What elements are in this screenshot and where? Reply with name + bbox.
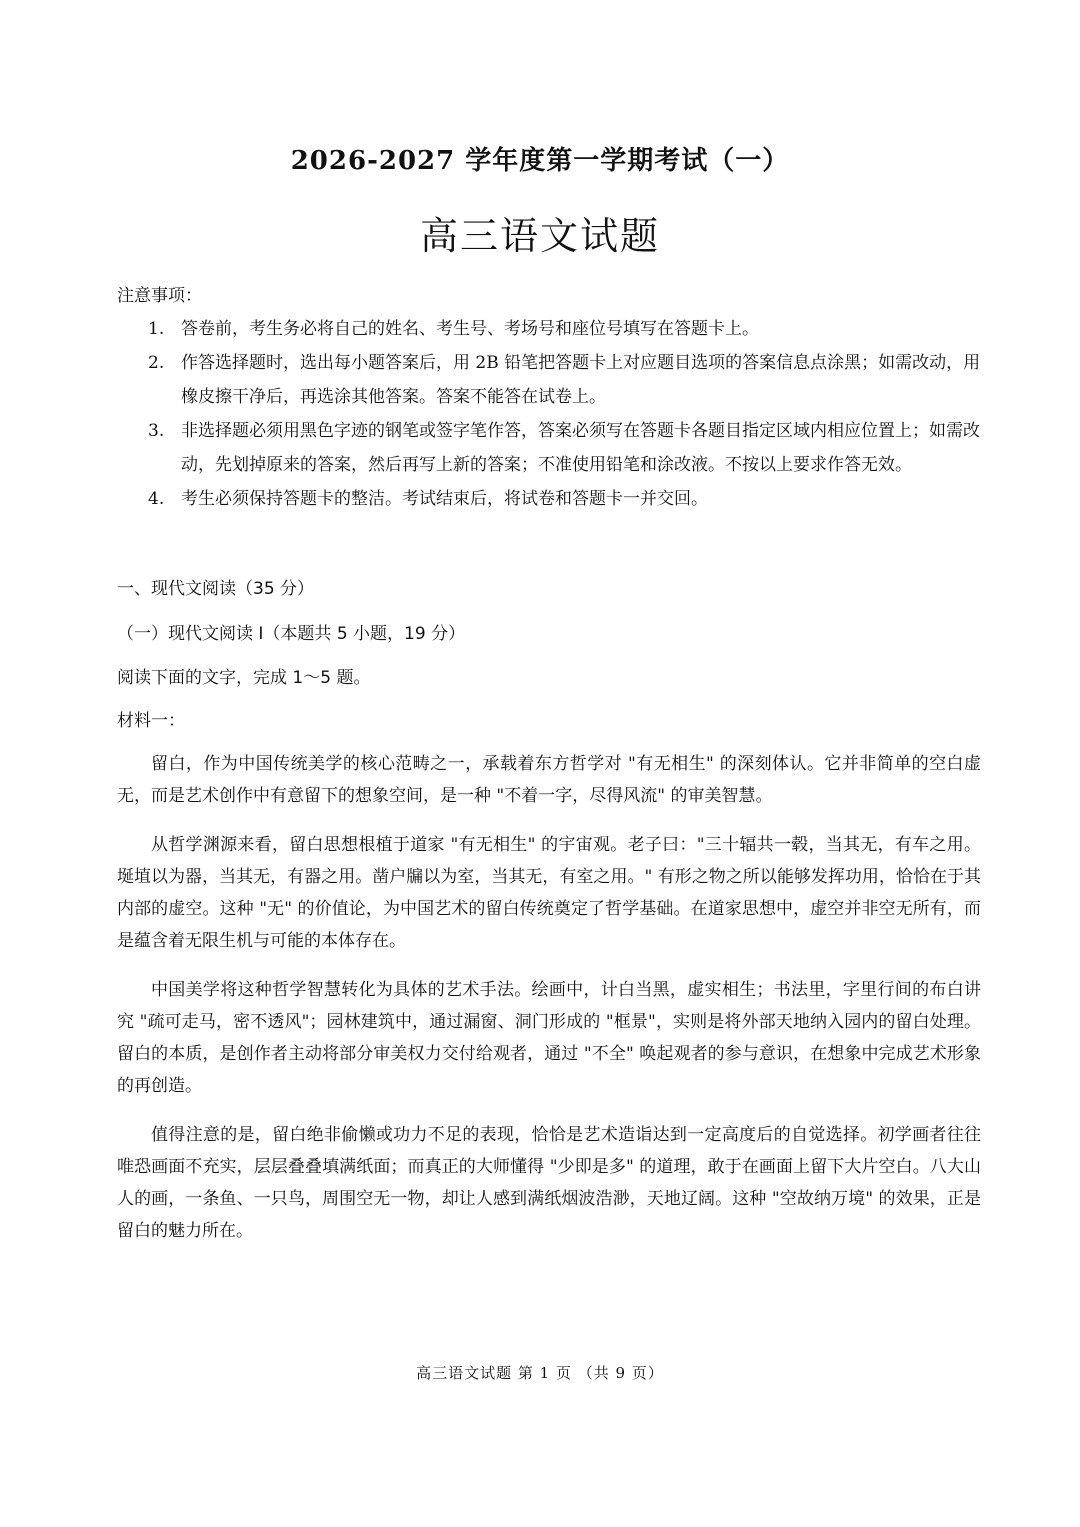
- passage-paragraph: 中国美学将这种哲学智慧转化为具体的艺术手法。绘画中，计白当黑，虚实相生；书法里，字里行间的布白讲究 "疏可走马，密不透风"；园林建筑中，通过漏窗、洞门形成的 "框景"，实则是将外部天地纳入园内的留白处理。留白的本质，是创作者主动将部分审美权力交付给观者，通过 "不全" 唤起观者的参与意识，在想象中完成艺术形象的再创造。: [117, 980, 981, 1096]
- notice-item: [148, 346, 988, 414]
- notice-list: [148, 312, 988, 516]
- notice-item-number: 4.: [148, 489, 165, 509]
- notice-heading: 注意事项：: [117, 286, 202, 306]
- subject-title: 高三语文试题: [419, 214, 660, 258]
- notice-item-number: 1.: [148, 319, 165, 339]
- material-label: 材料一：: [117, 711, 185, 731]
- passage-paragraph: 从哲学渊源来看，留白思想根植于道家 "有无相生" 的宇宙观。老子曰："三十辐共一毂，当其无，有车之用。埏埴以为器，当其无，有器之用。凿户牖以为室，当其无，有室之用。" 有形之物之所以能够发挥功用，恰恰在于其内部的虚空。这种 "无" 的价值论，为中国艺术的留白传统奠定了哲学基础。在道家思想中，虚空并非空无所有，而是蕴含着无限生机与可能的本体存在。: [117, 835, 981, 951]
- notice-item: [148, 482, 988, 516]
- exam-title: 2026-2027 学年度第一学期考试（一）: [290, 146, 790, 176]
- subsection-heading: （一）现代文阅读 Ⅰ（本题共 5 小题，19 分）: [117, 624, 466, 644]
- notice-item-number: 2.: [148, 353, 165, 373]
- passage-paragraph: 值得注意的是，留白绝非偷懒或功力不足的表现，恰恰是艺术造诣达到一定高度后的自觉选择。初学画者往往唯恐画面不充实，层层叠叠填满纸面；而真正的大师懂得 "少即是多" 的道理，敢于在画面上留下大片空白。八大山人的画，一条鱼、一只鸟，周围空无一物，却让人感到满纸烟波浩渺，天地辽阔。这种 "空故纳万境" 的效果，正是留白的魅力所在。: [117, 1125, 981, 1241]
- passage-paragraph: 留白，作为中国传统美学的核心范畴之一，承载着东方哲学对 "有无相生" 的深刻体认。它并非简单的空白虚无，而是艺术创作中有意留下的想象空间，是一种 "不着一字，尽得风流" 的审美智慧。: [117, 754, 981, 806]
- notice-item-number: 3.: [148, 421, 165, 441]
- notice-item-text: 非选择题必须用黑色字迹的钢笔或签字笔作答，答案必须写在答题卡各题目指定区域内相应位置上；如需改动，先划掉原来的答案，然后再写上新的答案；不准使用铅笔和涂改液。不按以上要求作答无效。: [181, 421, 980, 475]
- notice-item-text: 考生必须保持答题卡的整洁。考试结束后，将试卷和答题卡一并交回。: [181, 489, 708, 509]
- notice-item-text: 作答选择题时，选出每小题答案后，用 2B 铅笔把答题卡上对应题目选项的答案信息点涂黑；如需改动，用橡皮擦干净后，再选涂其他答案。答案不能答在试卷上。: [181, 353, 981, 407]
- section-heading-modern-reading: 一、现代文阅读（35 分）: [117, 579, 315, 599]
- reading-instruction: 阅读下面的文字，完成 1～5 题。: [117, 668, 371, 688]
- notice-item: [148, 414, 988, 482]
- reading-passage: [117, 748, 981, 1264]
- notice-item: [148, 312, 988, 346]
- page-footer: 高三语文试题 第 1 页 （共 9 页）: [416, 1364, 664, 1382]
- notice-item-text: 答卷前，考生务必将自己的姓名、考生号、考场号和座位号填写在答题卡上。: [181, 319, 759, 339]
